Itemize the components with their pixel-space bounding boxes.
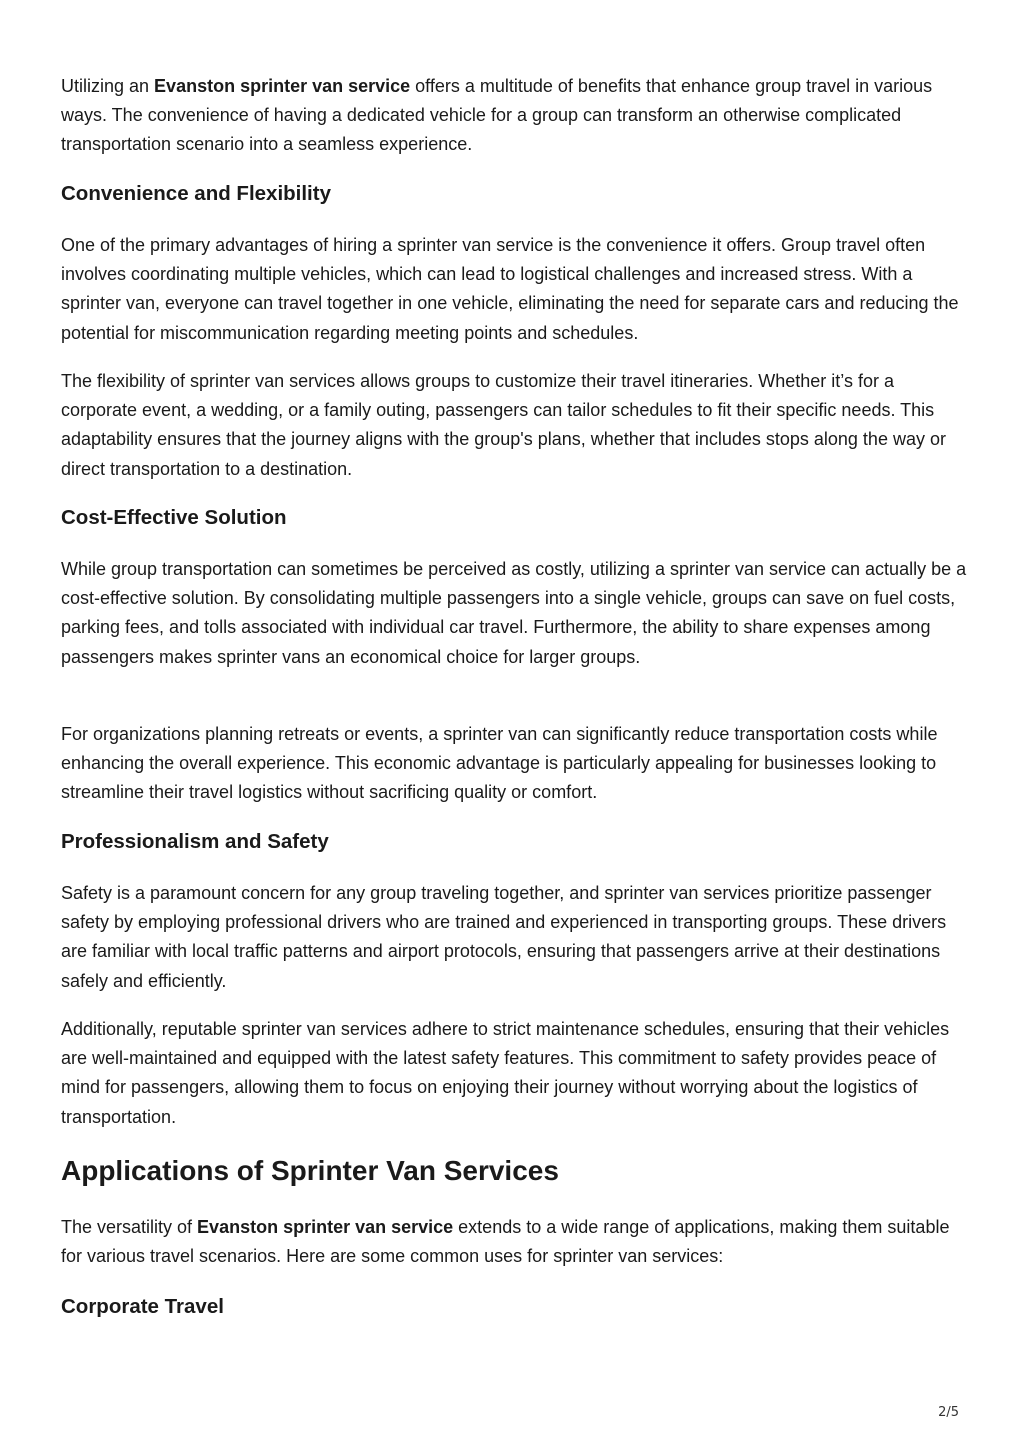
applications-bold-service: Evanston sprinter van service: [197, 1217, 454, 1237]
heading-safety: Professionalism and Safety: [61, 830, 329, 853]
safety-paragraph-1: Safety is a paramount concern for any group traveling together, and sprinter van services prioritize passenger safety by employing professional drivers who are trained and experienced in transporting groups. These drivers are familiar with local traffic patterns and airport protocols, ensuring that passengers arrive at their destinations safely and efficiently.: [61, 883, 947, 991]
cost-paragraph-2: For organizations planning retreats or events, a sprinter van can significantly reduce transportation costs while enhancing the overall experience. This economic advantage is particularly appealing for businesses looking to streamline their travel logistics without sacrificing quality or comfort.: [61, 724, 938, 803]
cost-paragraph-1: While group transportation can sometimes be perceived as costly, utilizing a sprinter van service can actually be a cost-effective solution. By consolidating multiple passengers into a single vehicle, groups can save on fuel costs, parking fees, and tolls associated with individual car travel. Furthermore, the ability to share expenses among passengers makes sprinter vans an economical choice for larger groups.: [61, 559, 967, 667]
applications-intro-paragraph: The versatility of Evanston sprinter van service extends to a wide range of applications, making them suitable for various travel scenarios. Here are some common uses for sprinter van services:: [61, 1217, 950, 1267]
convenience-paragraph-1: One of the primary advantages of hiring a sprinter van service is the convenience it offers. Group travel often involves coordinating multiple vehicles, which can lead to logistical challenges and increased stress. With a sprinter van, everyone can travel together in one vehicle, eliminating the need for separate cars and reducing the potential for miscommunication regarding meeting points and schedules.: [61, 235, 959, 343]
heading-corporate-travel: Corporate Travel: [61, 1295, 224, 1318]
convenience-paragraph-2: The flexibility of sprinter van services allows groups to customize their travel itineraries. Whether it’s for a corporate event, a wedding, or a family outing, passengers can tailor schedules to fit their specific needs. This adaptability ensures that the journey aligns with the group's plans, whether that includes stops along the way or direct transportation to a destination.: [61, 371, 946, 479]
page-number: 2/5: [938, 1405, 959, 1420]
heading-cost: Cost-Effective Solution: [61, 506, 287, 529]
intro-paragraph: Utilizing an Evanston sprinter van service offers a multitude of benefits that enhance group travel in various ways. The convenience of having a dedicated vehicle for a group can transform an otherwise complicated transportation scenario into a seamless experience.: [61, 76, 933, 155]
safety-paragraph-2: Additionally, reputable sprinter van services adhere to strict maintenance schedules, ensuring that their vehicles are well-maintained and equipped with the latest safety features. This commitment to safety provides peace of mind for passengers, allowing them to focus on enjoying their journey without worrying about the logistics of transportation.: [61, 1019, 950, 1127]
heading-applications: Applications of Sprinter Van Services: [61, 1155, 559, 1186]
intro-bold-service: Evanston sprinter van service: [154, 76, 411, 96]
heading-convenience: Convenience and Flexibility: [61, 182, 331, 205]
